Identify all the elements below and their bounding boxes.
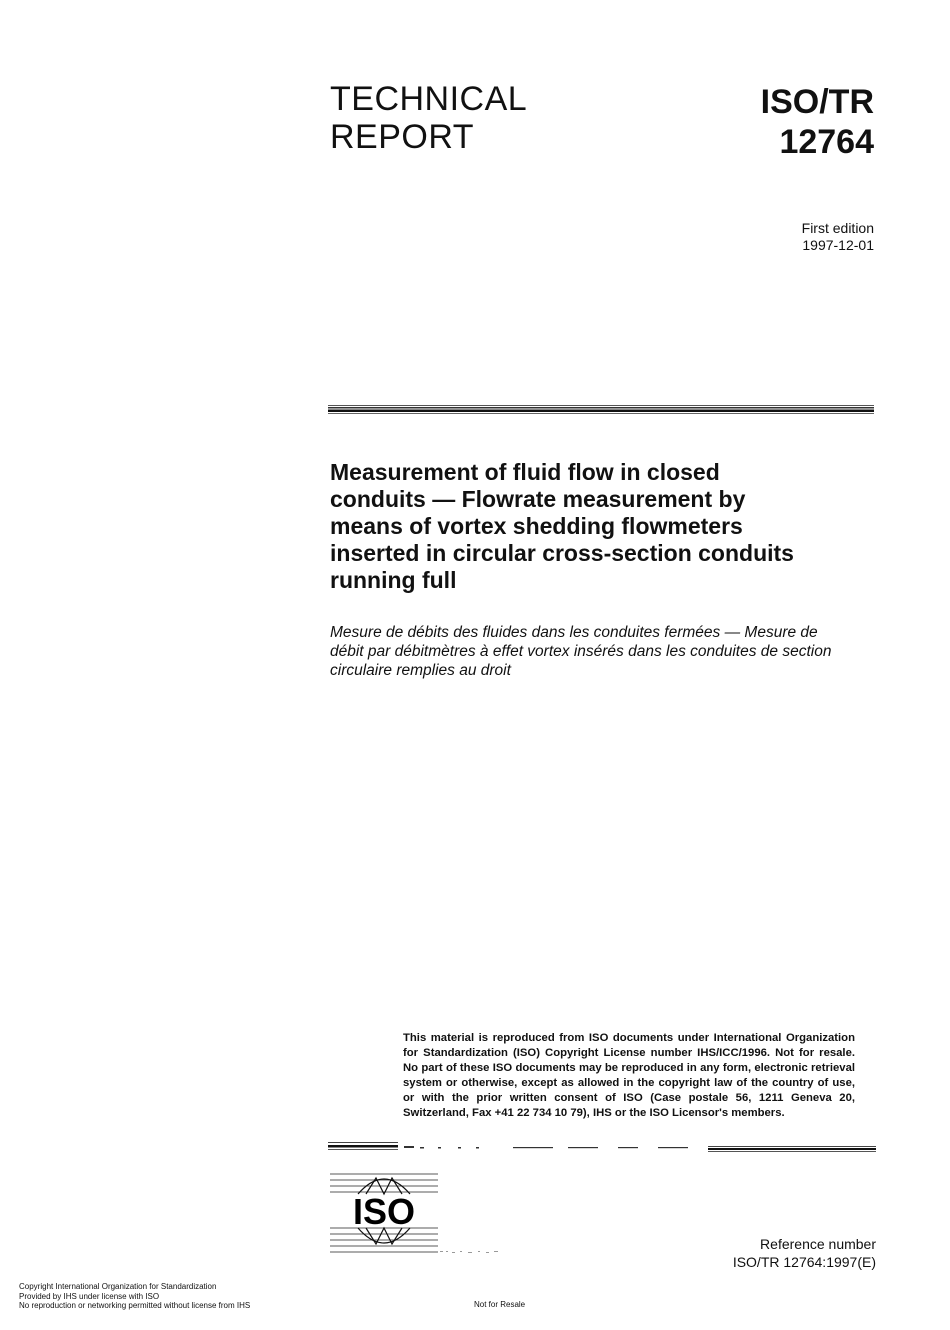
- edition-info: [802, 220, 874, 254]
- footer-license: [19, 1282, 250, 1311]
- reference-block: [733, 1235, 876, 1271]
- footer-line: Provided by IHS under license with ISO: [19, 1291, 160, 1301]
- edition-date: 1997-12-01: [802, 237, 874, 253]
- footer-line: No reproduction or networking permitted without license from IHS: [19, 1301, 251, 1310]
- footer-not-for-resale: Not for Resale: [474, 1300, 526, 1309]
- top-divider-rule: [328, 405, 874, 415]
- english-title-line: Measurement of fluid flow in closed: [330, 459, 720, 485]
- iso-logo-text: ISO: [352, 1191, 416, 1232]
- french-title-line: circulaire remplies au droit: [330, 662, 511, 679]
- bottom-divider-rule: [328, 1138, 876, 1156]
- reference-number: ISO/TR 12764:1997(E): [732, 1254, 876, 1270]
- copyright-notice: This material is reproduced from ISO documents under International Organization for Standardization (ISO) Copyright License number IHS/ICC/1996. Not for resale. No part of these ISO documents may be reproduced in any form, electronic retrieval system or otherwise, except as allowed in the copyright law of the country of use, or with the prior written consent of ISO (Case postale 56, 1211 Geneva 20, Switzerland, Fax +41 22 734 10 79), IHS or the ISO Licensor's members.: [403, 1032, 855, 1119]
- footer-line: Copyright International Organization for Standardization: [19, 1282, 217, 1291]
- doc-type-line-2: REPORT: [330, 118, 475, 156]
- edition-label: First edition: [801, 220, 874, 236]
- french-title-line: débit par débitmètres à effet vortex insérés dans les conduites de section: [330, 643, 832, 660]
- english-title-line: inserted in circular cross-section conduits: [330, 540, 794, 566]
- doc-type-line-1: TECHNICAL: [330, 80, 528, 118]
- doc-number-value: 12764: [779, 123, 874, 161]
- iso-logo: [328, 1166, 440, 1258]
- french-title-line: Mesure de débits des fluides dans les conduites fermées — Mesure de: [330, 624, 818, 641]
- doc-number-prefix: ISO/TR: [760, 83, 874, 121]
- english-title-line: running full: [330, 567, 457, 593]
- document-number: [761, 82, 874, 162]
- english-title-line: means of vortex shedding flowmeters: [330, 513, 743, 539]
- french-title: [330, 623, 870, 680]
- document-type: [330, 80, 527, 156]
- reference-label: Reference number: [760, 1236, 876, 1252]
- english-title: [330, 459, 870, 594]
- scan-artifact: [440, 1250, 500, 1254]
- english-title-line: conduits — Flowrate measurement by: [330, 486, 746, 512]
